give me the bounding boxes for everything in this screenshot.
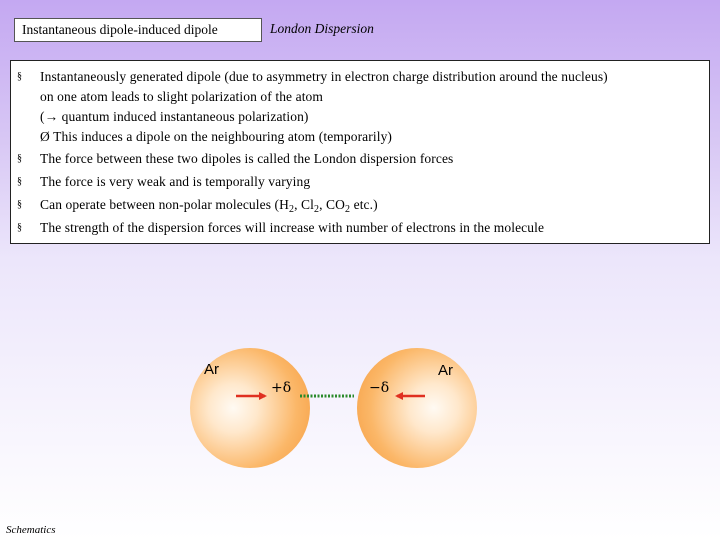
bullet-1-line-2: on one atom leads to slight polarization of the atom xyxy=(40,89,324,104)
bullet-3-text: The force is very weak and is temporally varying xyxy=(40,174,311,189)
bullet-marker: § xyxy=(17,153,23,164)
bullet-1-subpoint-text: This induces a dipole on the neighbouring atom (temporarily) xyxy=(53,129,393,144)
bullet-marker: § xyxy=(17,222,23,233)
bullet-1-line-3: (→ quantum induced instantaneous polarization) xyxy=(40,109,309,124)
bullet-2-text: The force between these two dipoles is called the London dispersion forces xyxy=(40,151,454,166)
slide-title: Instantaneous dipole-induced dipole xyxy=(22,22,218,37)
left-partial-charge: +δ xyxy=(271,380,292,396)
right-atom-label: Ar xyxy=(438,362,453,379)
bullet-5-text: The strength of the dispersion forces will increase with number of electrons in the molecule xyxy=(40,220,545,235)
left-atom-label: Ar xyxy=(204,361,219,378)
right-partial-charge: −δ xyxy=(369,380,390,396)
bullet-1-line-1: Instantaneously generated dipole (due to asymmetry in electron charge distribution around the nucleus) xyxy=(40,69,608,84)
bullet-marker: § xyxy=(17,71,23,82)
slide-subtitle: London Dispersion xyxy=(270,21,374,36)
schematics-caption: Schematics xyxy=(6,524,56,536)
bullet-marker: § xyxy=(17,199,23,210)
bullet-4-text: Can operate between non-polar molecules ($H_2$, $Cl_2$, $CO_2$ etc.) xyxy=(40,197,378,215)
bullet-marker: § xyxy=(17,176,23,187)
sub-arrow-icon: Ø xyxy=(40,129,50,144)
